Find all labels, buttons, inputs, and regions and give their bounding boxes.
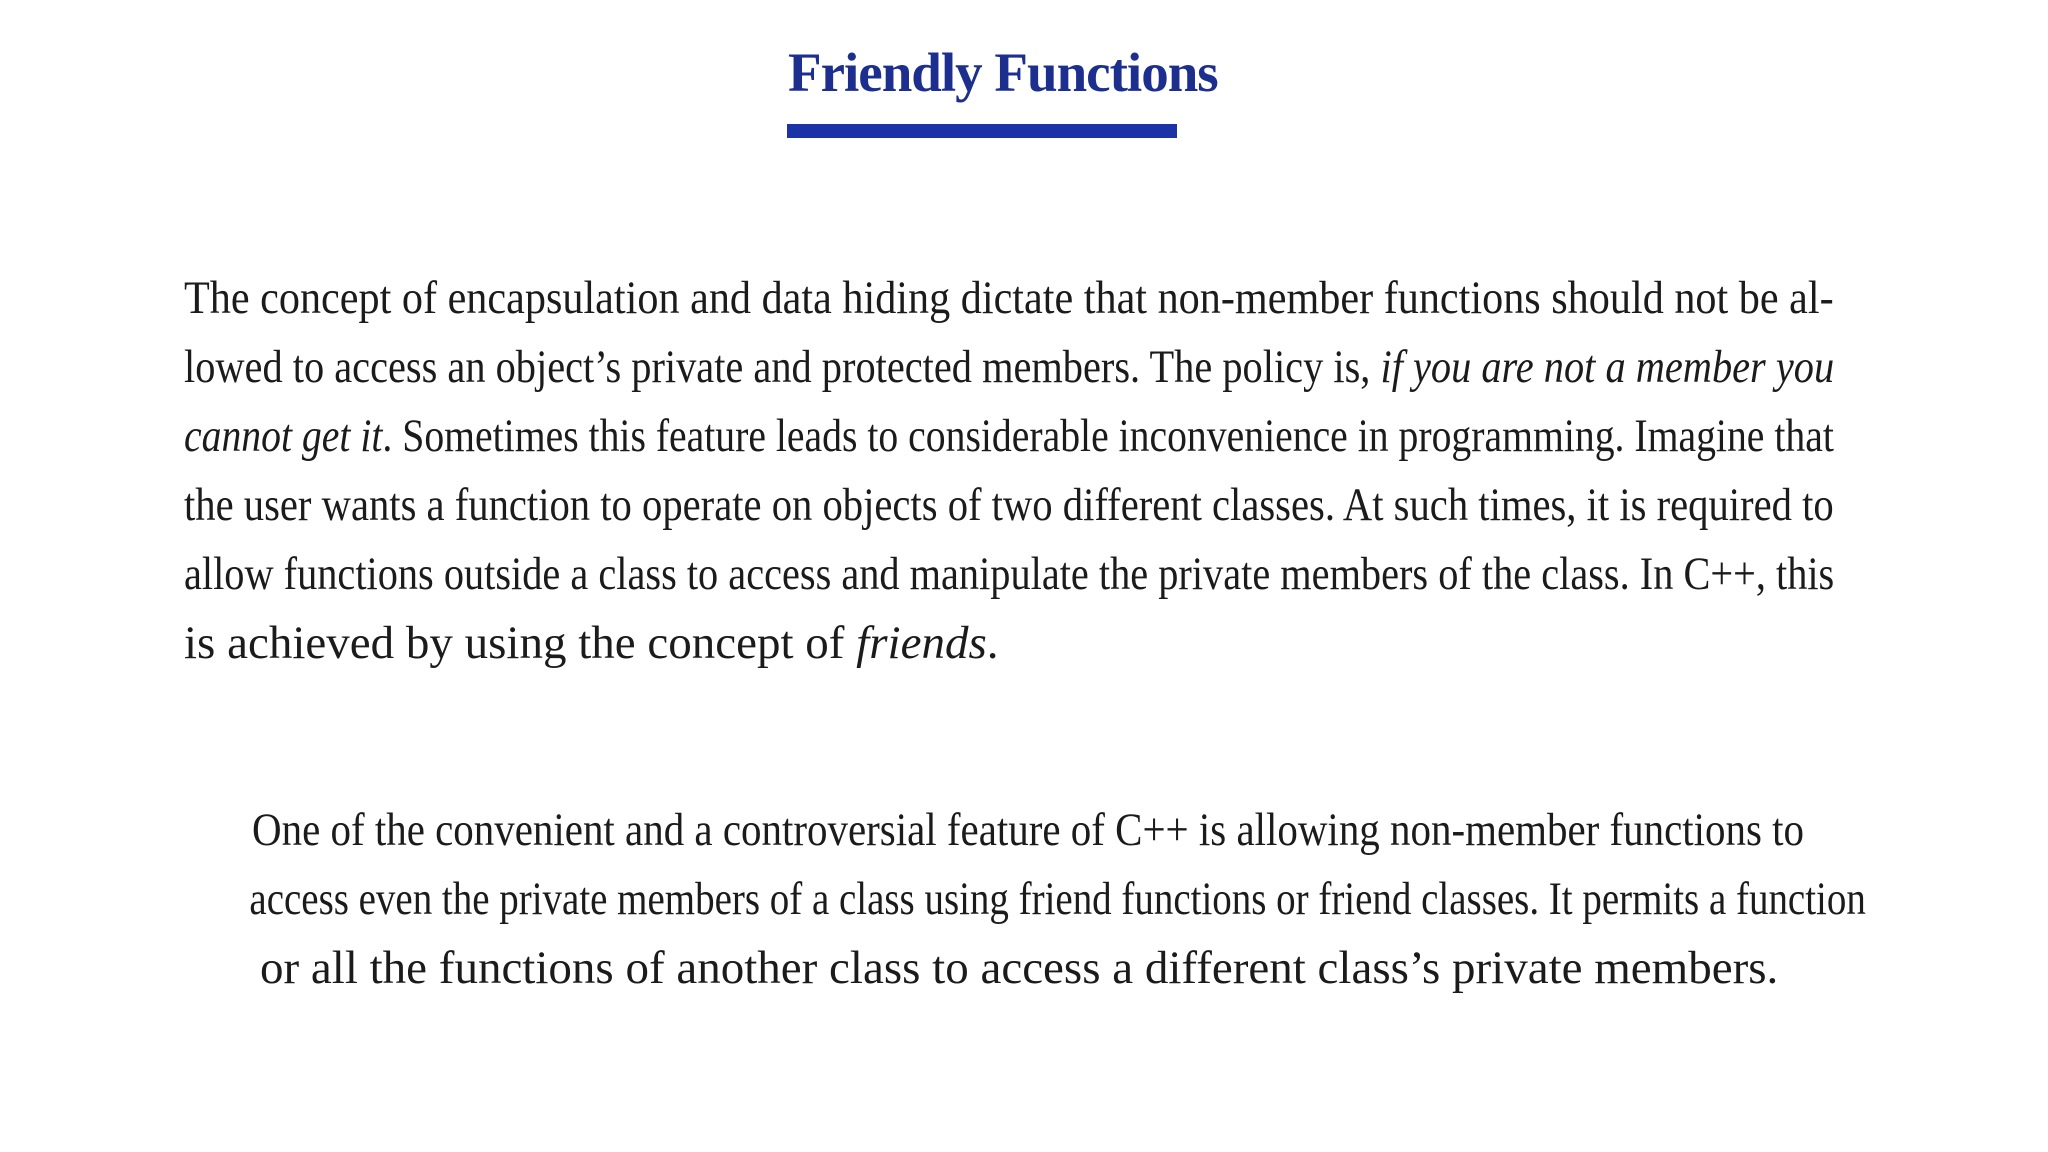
line-text: . (986, 617, 999, 669)
italic-phrase: cannot get it (184, 410, 383, 462)
paragraph-line: The concept of encapsulation and data hiding dictate that non-member functions should not be al- (184, 272, 1834, 324)
line-text: is achieved by using the concept of (184, 617, 857, 669)
paragraph-line: access even the private members of a class using friend functions or friend classes. It permits a function (249, 873, 1866, 925)
paragraph-line (184, 402, 1834, 471)
paragraph-line: the user wants a function to operate on objects of two different classes. At such times, it is required to (184, 479, 1834, 531)
paragraph-line (184, 333, 1835, 402)
paragraph-line: One of the convenient and a controversial feature of C++ is allowing non-member functions to (252, 804, 1805, 856)
paragraph-line: allow functions outside a class to access and manipulate the private members of the class. In C++, this (184, 548, 1835, 600)
line-text: lowed to access an object’s private and protected members. The policy is, (184, 341, 1381, 393)
slide-title: Friendly Functions (788, 42, 1218, 103)
paragraph-friend-functions (198, 796, 1866, 1003)
paragraph-line (184, 609, 1834, 678)
italic-phrase: if you are not a member you (1380, 341, 1835, 393)
line-text: . Sometimes this feature leads to considerable inconvenience in programming. Imagine that (382, 410, 1834, 462)
paragraph-line: or all the functions of another class to access a different class’s private members. (260, 942, 1779, 994)
title-underline (787, 124, 1177, 138)
paragraph-encapsulation (184, 264, 1834, 678)
italic-word: friends (856, 617, 987, 669)
